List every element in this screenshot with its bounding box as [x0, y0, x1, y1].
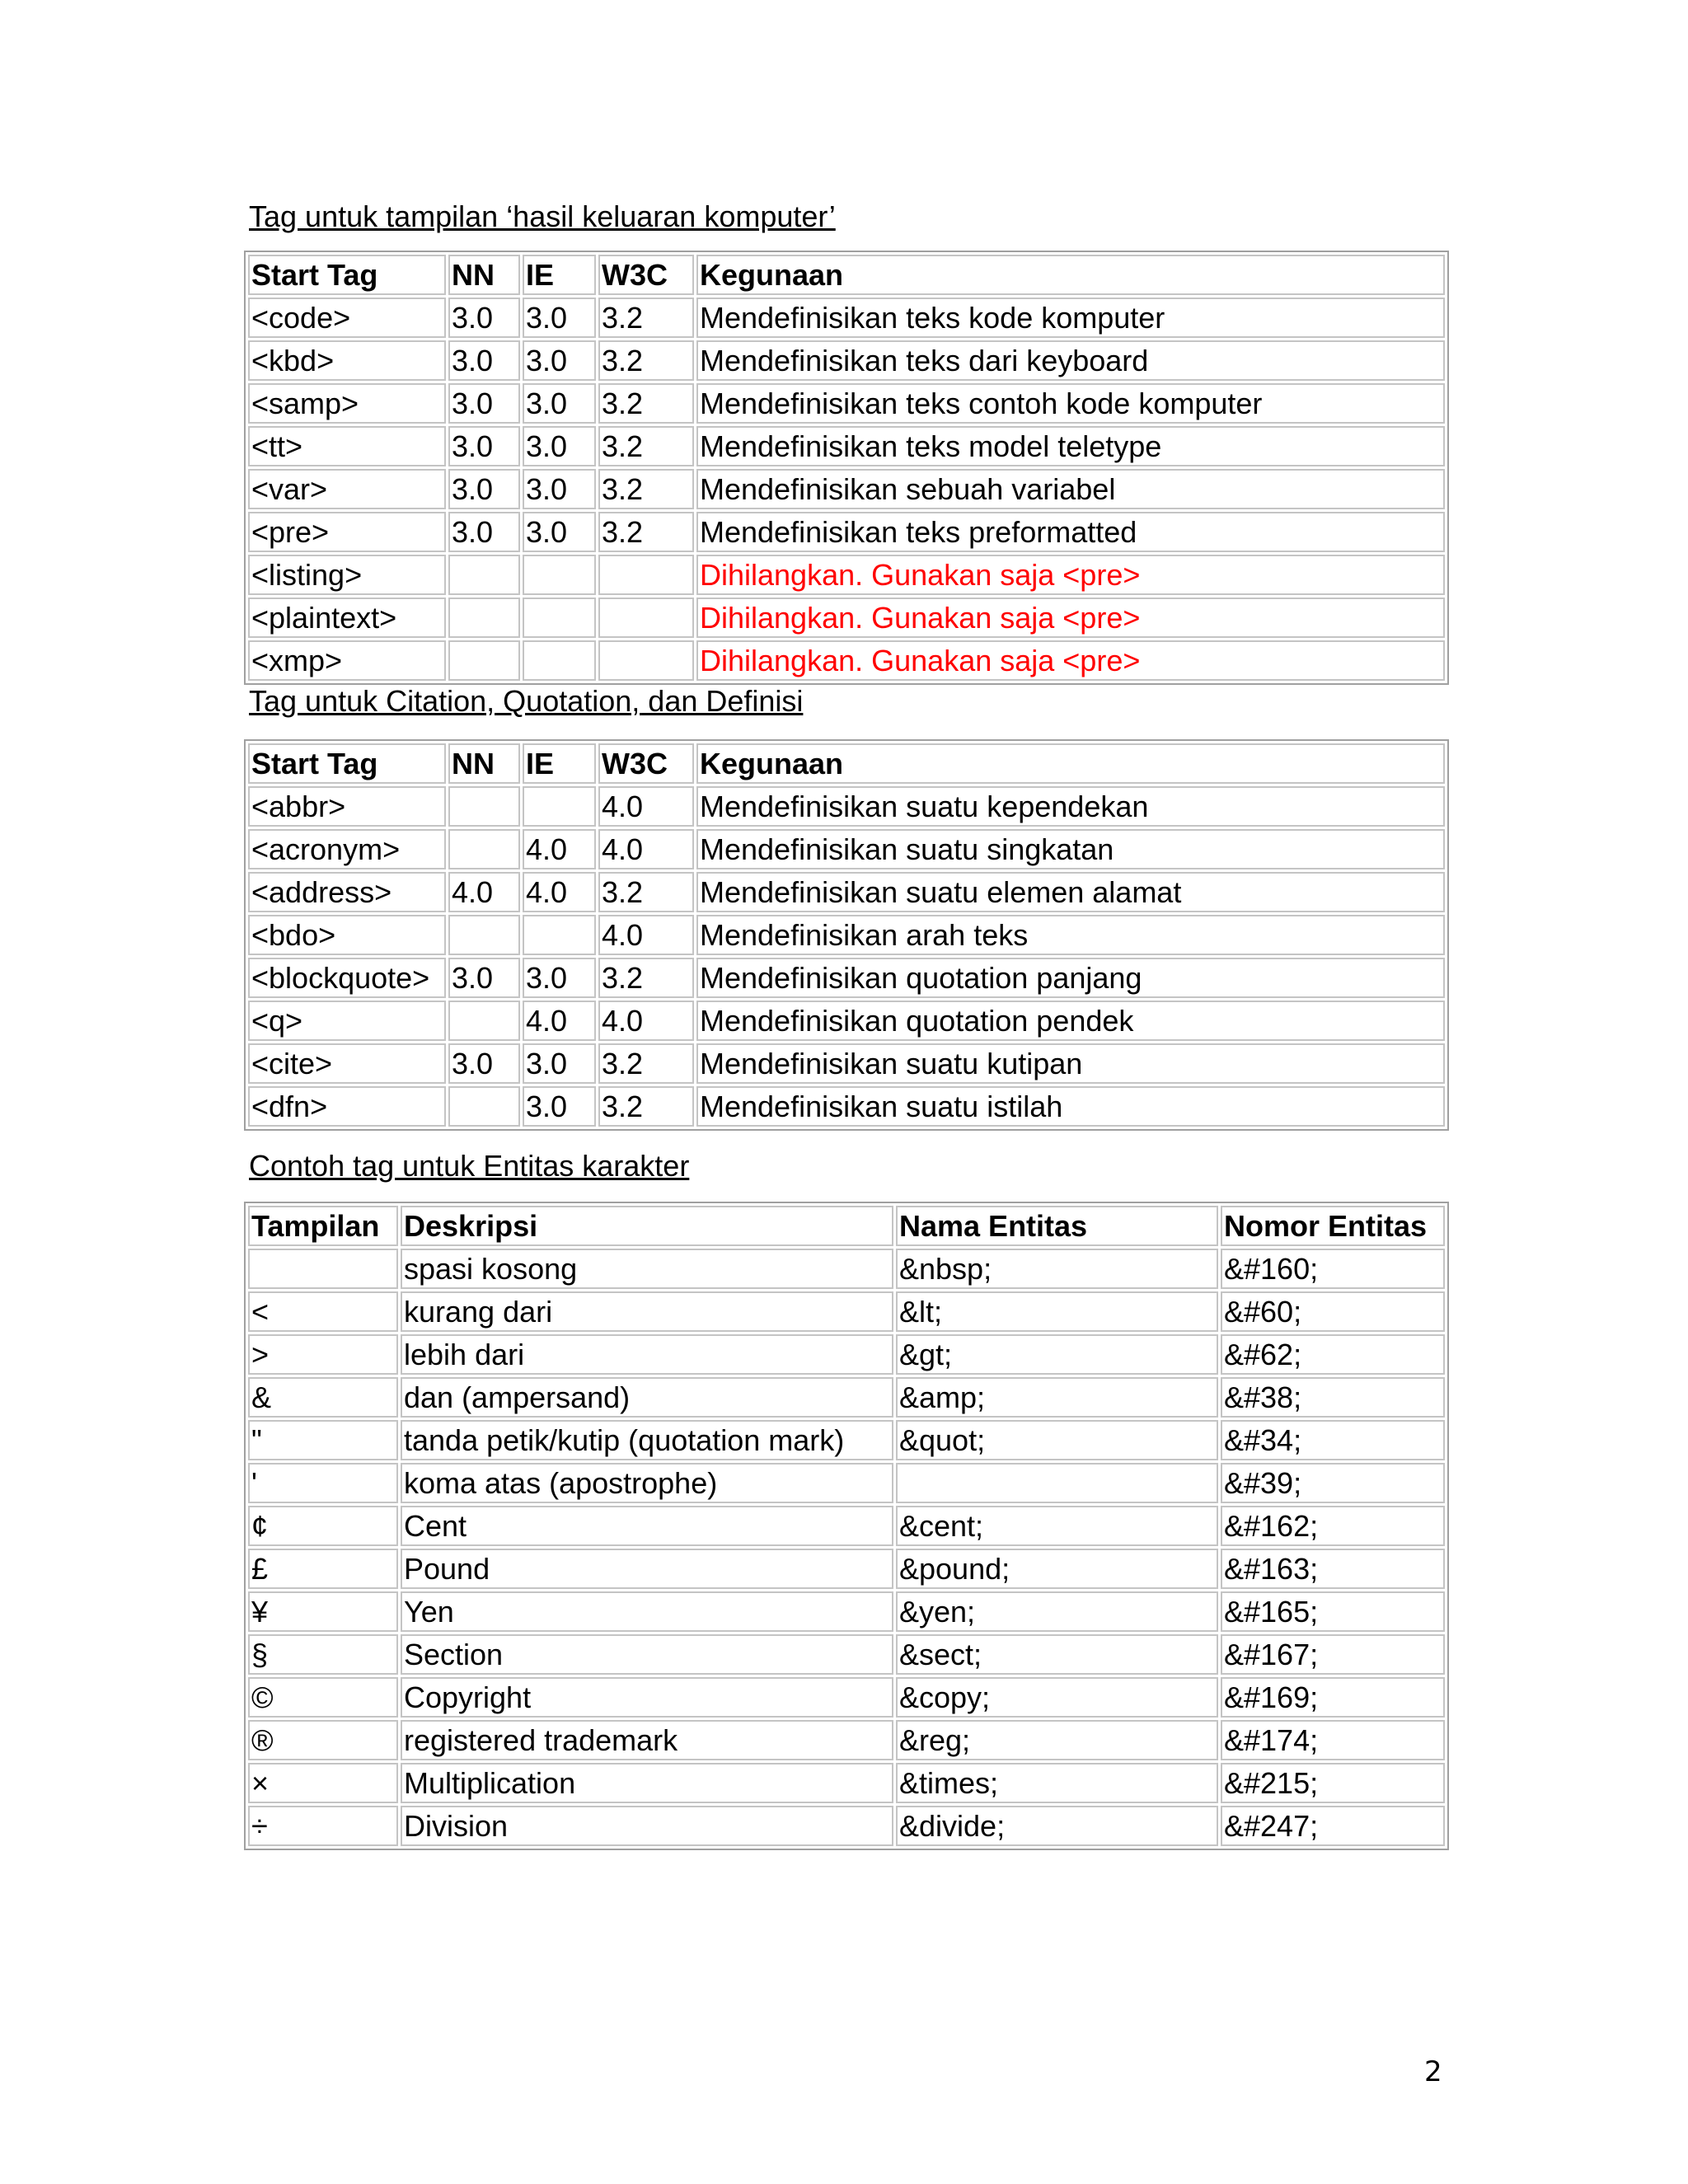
deskripsi-cell: kurang dari — [401, 1291, 893, 1332]
nomor-entitas-cell: &#165; — [1221, 1591, 1445, 1632]
ie-cell: 3.0 — [523, 340, 596, 381]
table-row — [248, 1086, 1445, 1127]
w3c-cell: 3.2 — [598, 298, 694, 338]
kegunaan-cell: Mendefinisikan sebuah variabel — [696, 469, 1445, 509]
start-tag-cell: <acronym> — [248, 829, 446, 869]
kegunaan-cell: Mendefinisikan teks contoh kode komputer — [696, 383, 1445, 424]
table-row — [248, 469, 1445, 509]
kegunaan-cell: Mendefinisikan teks model teletype — [696, 426, 1445, 466]
nomor-entitas-cell: &#169; — [1221, 1677, 1445, 1718]
ie-cell: 4.0 — [523, 872, 596, 912]
nomor-entitas-cell: &#62; — [1221, 1334, 1445, 1375]
nn-cell: 3.0 — [448, 383, 520, 424]
column-header: W3C — [598, 743, 694, 784]
table-row — [248, 640, 1445, 681]
table-row — [248, 298, 1445, 338]
w3c-cell — [598, 555, 694, 595]
tampilan-cell — [248, 1249, 398, 1289]
ie-cell: 3.0 — [523, 469, 596, 509]
table-row — [248, 555, 1445, 595]
kegunaan-cell: Dihilangkan. Gunakan saja <pre> — [696, 555, 1445, 595]
nn-cell: 3.0 — [448, 512, 520, 552]
table-row — [248, 786, 1445, 827]
nama-entitas-cell: &sect; — [896, 1634, 1218, 1675]
ie-cell — [523, 598, 596, 638]
table-row — [248, 1677, 1445, 1718]
nn-cell: 3.0 — [448, 958, 520, 998]
start-tag-cell: <abbr> — [248, 786, 446, 827]
kegunaan-cell: Mendefinisikan quotation panjang — [696, 958, 1445, 998]
nama-entitas-cell: &yen; — [896, 1591, 1218, 1632]
deskripsi-cell: Copyright — [401, 1677, 893, 1718]
nn-cell: 3.0 — [448, 469, 520, 509]
tampilan-cell: < — [248, 1291, 398, 1332]
kegunaan-cell: Dihilangkan. Gunakan saja <pre> — [696, 598, 1445, 638]
kegunaan-cell: Mendefinisikan suatu kependekan — [696, 786, 1445, 827]
tampilan-cell: £ — [248, 1549, 398, 1589]
nama-entitas-cell: &copy; — [896, 1677, 1218, 1718]
column-header: Nama Entitas — [896, 1206, 1218, 1246]
nama-entitas-cell: &amp; — [896, 1377, 1218, 1418]
nn-cell — [448, 1001, 520, 1041]
nn-cell: 4.0 — [448, 872, 520, 912]
tampilan-cell: " — [248, 1420, 398, 1460]
w3c-cell: 3.2 — [598, 872, 694, 912]
tampilan-cell: © — [248, 1677, 398, 1718]
deskripsi-cell: tanda petik/kutip (quotation mark) — [401, 1420, 893, 1460]
table-row — [248, 1334, 1445, 1375]
nomor-entitas-cell: &#162; — [1221, 1506, 1445, 1546]
nama-entitas-cell: &lt; — [896, 1291, 1218, 1332]
w3c-cell: 3.2 — [598, 469, 694, 509]
start-tag-cell: <tt> — [248, 426, 446, 466]
table-header-row — [248, 1206, 1445, 1246]
nama-entitas-cell: &gt; — [896, 1334, 1218, 1375]
nama-entitas-cell: &cent; — [896, 1506, 1218, 1546]
deskripsi-cell: koma atas (apostrophe) — [401, 1463, 893, 1503]
kegunaan-cell: Mendefinisikan suatu singkatan — [696, 829, 1445, 869]
tampilan-cell: ¥ — [248, 1591, 398, 1632]
ie-cell — [523, 786, 596, 827]
w3c-cell: 3.2 — [598, 426, 694, 466]
nama-entitas-cell: &quot; — [896, 1420, 1218, 1460]
kegunaan-cell: Mendefinisikan suatu istilah — [696, 1086, 1445, 1127]
column-header: Tampilan — [248, 1206, 398, 1246]
kegunaan-cell: Mendefinisikan teks preformatted — [696, 512, 1445, 552]
start-tag-cell: <var> — [248, 469, 446, 509]
nn-cell — [448, 640, 520, 681]
tampilan-cell: > — [248, 1334, 398, 1375]
tampilan-cell: § — [248, 1634, 398, 1675]
kegunaan-cell: Mendefinisikan teks kode komputer — [696, 298, 1445, 338]
ie-cell: 3.0 — [523, 426, 596, 466]
ie-cell: 3.0 — [523, 298, 596, 338]
page-number: 2 — [1424, 2055, 1442, 2088]
nomor-entitas-cell: &#167; — [1221, 1634, 1445, 1675]
start-tag-cell: <address> — [248, 872, 446, 912]
start-tag-cell: <plaintext> — [248, 598, 446, 638]
nama-entitas-cell: &times; — [896, 1763, 1218, 1803]
deskripsi-cell: Section — [401, 1634, 893, 1675]
deskripsi-cell: registered trademark — [401, 1720, 893, 1760]
tampilan-cell: ¢ — [248, 1506, 398, 1546]
w3c-cell: 4.0 — [598, 829, 694, 869]
ie-cell: 3.0 — [523, 512, 596, 552]
column-header: IE — [523, 255, 596, 295]
start-tag-cell: <kbd> — [248, 340, 446, 381]
nama-entitas-cell: &pound; — [896, 1549, 1218, 1589]
w3c-cell — [598, 598, 694, 638]
nama-entitas-cell: &nbsp; — [896, 1249, 1218, 1289]
ie-cell — [523, 555, 596, 595]
column-header: Start Tag — [248, 255, 446, 295]
deskripsi-cell: Division — [401, 1806, 893, 1846]
nn-cell: 3.0 — [448, 340, 520, 381]
ie-cell: 3.0 — [523, 958, 596, 998]
nn-cell — [448, 829, 520, 869]
nomor-entitas-cell: &#60; — [1221, 1291, 1445, 1332]
table-row — [248, 383, 1445, 424]
w3c-cell: 3.2 — [598, 958, 694, 998]
nn-cell — [448, 786, 520, 827]
deskripsi-cell: spasi kosong — [401, 1249, 893, 1289]
column-header: IE — [523, 743, 596, 784]
tampilan-cell: ' — [248, 1463, 398, 1503]
deskripsi-cell: dan (ampersand) — [401, 1377, 893, 1418]
column-header: Kegunaan — [696, 255, 1445, 295]
w3c-cell: 3.2 — [598, 1043, 694, 1084]
table-row — [248, 1249, 1445, 1289]
nomor-entitas-cell: &#34; — [1221, 1420, 1445, 1460]
kegunaan-cell: Mendefinisikan suatu kutipan — [696, 1043, 1445, 1084]
citation-tags-table — [244, 739, 1449, 1131]
kegunaan-cell: Mendefinisikan suatu elemen alamat — [696, 872, 1445, 912]
w3c-cell: 3.2 — [598, 383, 694, 424]
table-row — [248, 426, 1445, 466]
table-row — [248, 1634, 1445, 1675]
deskripsi-cell: Pound — [401, 1549, 893, 1589]
w3c-cell: 3.2 — [598, 1086, 694, 1127]
kegunaan-cell: Dihilangkan. Gunakan saja <pre> — [696, 640, 1445, 681]
ie-cell: 3.0 — [523, 1043, 596, 1084]
table-row — [248, 958, 1445, 998]
w3c-cell: 4.0 — [598, 1001, 694, 1041]
table-row — [248, 1806, 1445, 1846]
ie-cell: 4.0 — [523, 1001, 596, 1041]
w3c-cell: 3.2 — [598, 512, 694, 552]
start-tag-cell: <bdo> — [248, 915, 446, 955]
table-row — [248, 1763, 1445, 1803]
tampilan-cell: × — [248, 1763, 398, 1803]
ie-cell: 3.0 — [523, 1086, 596, 1127]
column-header: Kegunaan — [696, 743, 1445, 784]
section-heading-output-tags: Tag untuk tampilan ‘hasil keluaran komputer’ — [249, 199, 836, 233]
w3c-cell: 4.0 — [598, 915, 694, 955]
start-tag-cell: <xmp> — [248, 640, 446, 681]
nn-cell — [448, 598, 520, 638]
w3c-cell: 3.2 — [598, 340, 694, 381]
nama-entitas-cell: &divide; — [896, 1806, 1218, 1846]
kegunaan-cell: Mendefinisikan quotation pendek — [696, 1001, 1445, 1041]
output-tags-table — [244, 251, 1449, 685]
nn-cell — [448, 555, 520, 595]
column-header: NN — [448, 255, 520, 295]
nama-entitas-cell: &reg; — [896, 1720, 1218, 1760]
table-row — [248, 340, 1445, 381]
nn-cell — [448, 1086, 520, 1127]
tampilan-cell: ÷ — [248, 1806, 398, 1846]
start-tag-cell: <blockquote> — [248, 958, 446, 998]
nomor-entitas-cell: &#215; — [1221, 1763, 1445, 1803]
nn-cell: 3.0 — [448, 298, 520, 338]
table-row — [248, 1549, 1445, 1589]
start-tag-cell: <samp> — [248, 383, 446, 424]
nn-cell: 3.0 — [448, 1043, 520, 1084]
start-tag-cell: <listing> — [248, 555, 446, 595]
ie-cell: 3.0 — [523, 383, 596, 424]
table-row — [248, 598, 1445, 638]
tampilan-cell: ® — [248, 1720, 398, 1760]
w3c-cell: 4.0 — [598, 786, 694, 827]
table-row — [248, 915, 1445, 955]
column-header: Deskripsi — [401, 1206, 893, 1246]
kegunaan-cell: Mendefinisikan teks dari keyboard — [696, 340, 1445, 381]
deskripsi-cell: lebih dari — [401, 1334, 893, 1375]
kegunaan-cell: Mendefinisikan arah teks — [696, 915, 1445, 955]
section-heading-character-entities: Contoh tag untuk Entitas karakter — [249, 1149, 690, 1183]
table-row — [248, 512, 1445, 552]
table-row — [248, 829, 1445, 869]
character-entities-table — [244, 1202, 1449, 1850]
tampilan-cell: & — [248, 1377, 398, 1418]
nn-cell: 3.0 — [448, 426, 520, 466]
table-row — [248, 1506, 1445, 1546]
table-row — [248, 1591, 1445, 1632]
nomor-entitas-cell: &#38; — [1221, 1377, 1445, 1418]
ie-cell: 4.0 — [523, 829, 596, 869]
nomor-entitas-cell: &#160; — [1221, 1249, 1445, 1289]
section-heading-citation-tags: Tag untuk Citation, Quotation, dan Definisi — [249, 684, 804, 718]
table-row — [248, 1043, 1445, 1084]
deskripsi-cell: Multiplication — [401, 1763, 893, 1803]
table-header-row — [248, 255, 1445, 295]
ie-cell — [523, 640, 596, 681]
column-header: Start Tag — [248, 743, 446, 784]
column-header: NN — [448, 743, 520, 784]
deskripsi-cell: Cent — [401, 1506, 893, 1546]
start-tag-cell: <dfn> — [248, 1086, 446, 1127]
start-tag-cell: <cite> — [248, 1043, 446, 1084]
nomor-entitas-cell: &#163; — [1221, 1549, 1445, 1589]
column-header: Nomor Entitas — [1221, 1206, 1445, 1246]
nn-cell — [448, 915, 520, 955]
nomor-entitas-cell: &#39; — [1221, 1463, 1445, 1503]
table-row — [248, 1377, 1445, 1418]
nama-entitas-cell — [896, 1463, 1218, 1503]
nomor-entitas-cell: &#247; — [1221, 1806, 1445, 1846]
nomor-entitas-cell: &#174; — [1221, 1720, 1445, 1760]
table-row — [248, 1291, 1445, 1332]
column-header: W3C — [598, 255, 694, 295]
table-row — [248, 1420, 1445, 1460]
start-tag-cell: <pre> — [248, 512, 446, 552]
ie-cell — [523, 915, 596, 955]
start-tag-cell: <code> — [248, 298, 446, 338]
table-row — [248, 1001, 1445, 1041]
table-row — [248, 1720, 1445, 1760]
table-header-row — [248, 743, 1445, 784]
w3c-cell — [598, 640, 694, 681]
table-row — [248, 872, 1445, 912]
deskripsi-cell: Yen — [401, 1591, 893, 1632]
start-tag-cell: <q> — [248, 1001, 446, 1041]
table-row — [248, 1463, 1445, 1503]
